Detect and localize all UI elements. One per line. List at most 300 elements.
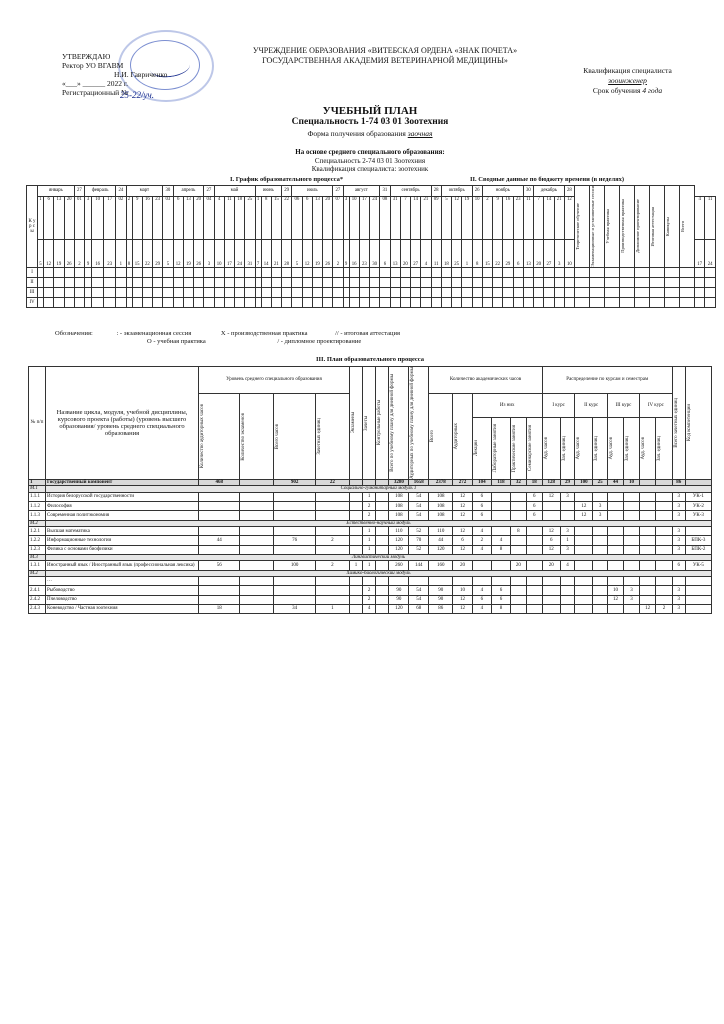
schedule-cell	[116, 267, 126, 277]
schedule-day: 08	[380, 196, 390, 239]
row-cell: 12	[575, 511, 593, 520]
schedule-cell	[85, 277, 92, 287]
schedule-cell	[183, 287, 193, 297]
schedule-day: 10	[349, 196, 359, 239]
schedule-cell	[323, 297, 333, 307]
schedule-cell	[665, 277, 680, 287]
row-num: 2.4.3	[29, 604, 46, 613]
qualification-block	[560, 66, 695, 96]
schedule-cell	[523, 287, 533, 297]
row-cell	[593, 561, 608, 570]
row-cell	[274, 493, 315, 502]
col-aud-plan: Аудиторных по учебному плану для дневной формы	[409, 367, 429, 480]
schedule-cell	[92, 277, 104, 287]
row-cell: 3	[560, 493, 575, 502]
budget-col-header: Производственная практика	[620, 186, 635, 268]
schedule-cell	[705, 277, 716, 287]
schedule-month: ноябрь	[482, 186, 523, 197]
schedule-day: 2	[74, 239, 84, 267]
row-cell: 4	[363, 604, 376, 613]
plan-row	[29, 586, 712, 595]
row-cell	[623, 511, 639, 520]
schedule-cell	[349, 277, 359, 287]
row-cell	[685, 586, 711, 595]
schedule-day: 2	[333, 239, 343, 267]
schedule-day: 4	[214, 196, 224, 239]
col-hours-total: Всего	[430, 430, 436, 443]
row-cell: 12	[453, 527, 472, 536]
plan-row	[29, 545, 712, 554]
row-cell	[199, 586, 240, 595]
row-cell: 3	[623, 586, 639, 595]
row-cell	[623, 561, 639, 570]
schedule-cell	[482, 277, 492, 287]
row-cell: 3	[593, 511, 608, 520]
row-cell	[510, 493, 526, 502]
schedule-day: 28	[282, 239, 292, 267]
row-name: Рыбоводство	[46, 586, 199, 595]
approval-title: УТВЕРЖДАЮ	[62, 52, 111, 61]
row-name: Лингвистический модуль	[46, 554, 712, 561]
row-cell	[510, 502, 526, 511]
row-cell	[685, 595, 711, 604]
schedule-day: 20	[534, 239, 544, 267]
row-cell	[575, 536, 593, 545]
row-cell	[376, 502, 389, 511]
schedule-cell	[302, 287, 312, 297]
row-cell	[526, 577, 542, 586]
basis-block	[220, 148, 520, 174]
row-cell: 12	[453, 545, 472, 554]
schedule-day: 16	[92, 239, 104, 267]
row-cell: 4	[472, 545, 491, 554]
schedule-cell	[142, 287, 152, 297]
schedule-cell	[245, 287, 255, 297]
schedule-day: 6	[513, 239, 523, 267]
schedule-cell	[323, 277, 333, 287]
schedule-day: 5	[292, 239, 302, 267]
schedule-cell	[271, 267, 281, 277]
row-cell	[560, 595, 575, 604]
row-num	[29, 577, 46, 586]
schedule-cell	[635, 297, 650, 307]
row-cell	[560, 604, 575, 613]
row-cell	[575, 561, 593, 570]
legend-item: // - итоговая аттестация	[335, 330, 400, 337]
schedule-cell	[695, 267, 705, 277]
schedule-cell	[590, 267, 605, 277]
schedule-month: 24	[116, 186, 126, 197]
schedule-cell	[431, 277, 441, 287]
schedule-grid	[26, 185, 716, 308]
row-cell: 1	[560, 536, 575, 545]
row-cell	[542, 502, 560, 511]
schedule-cell	[534, 277, 544, 287]
row-cell: 1	[363, 545, 376, 554]
schedule-month: сентябрь	[390, 186, 431, 197]
schedule-day: 16	[142, 196, 152, 239]
schedule-cell	[705, 267, 716, 277]
plan-row	[29, 479, 712, 486]
row-cell: 20	[542, 561, 560, 570]
schedule-day: 10	[564, 239, 574, 267]
schedule-day: 8	[261, 196, 271, 239]
col-y3-aud: Ауд. часов	[608, 437, 614, 460]
schedule-cell	[282, 267, 292, 277]
schedule-year-label: II	[27, 277, 38, 287]
row-cell	[240, 511, 274, 520]
schedule-day: 3	[204, 239, 214, 267]
schedule-cell	[74, 267, 84, 277]
schedule-cell	[261, 287, 271, 297]
plan-title: УЧЕБНЫЙ ПЛАН	[322, 105, 418, 117]
plan-row	[29, 595, 712, 604]
basis-title: На основе среднего специального образования:	[295, 148, 445, 156]
schedule-day: 19	[312, 239, 322, 267]
schedule-day: 16	[349, 239, 359, 267]
schedule-cell	[194, 287, 204, 297]
row-cell	[593, 577, 608, 586]
row-cell	[623, 493, 639, 502]
schedule-day: 3	[343, 196, 349, 239]
row-cell: 3	[672, 493, 685, 502]
col-total-plan: Всего по учебному плану для дневной формы	[389, 367, 409, 480]
row-cell: 144	[409, 561, 429, 570]
row-cell: 90	[389, 586, 409, 595]
row-cell	[575, 604, 593, 613]
row-name: Естественно-научный модуль	[46, 520, 712, 527]
row-cell	[376, 561, 389, 570]
schedule-day: 11	[431, 239, 441, 267]
row-cell	[593, 545, 608, 554]
schedule-day: 19	[54, 239, 64, 267]
row-name: Высшая математика	[46, 527, 199, 536]
row-cell	[240, 595, 274, 604]
col-y1-ze: Зач. единиц	[561, 435, 567, 461]
row-cell: 120	[429, 545, 453, 554]
budget-col-header: Каникулы	[665, 186, 680, 268]
row-num: 1.3.1	[29, 561, 46, 570]
col-transfer-total: Всего часов	[275, 423, 281, 450]
schedule-month: 27	[74, 186, 84, 197]
row-cell: 32	[510, 479, 526, 486]
approval-rector: Ректор УО ВГАВМ	[62, 61, 124, 70]
row-num: М.2	[29, 520, 46, 527]
row-cell: 44	[199, 536, 240, 545]
row-cell: 3	[593, 502, 608, 511]
row-cell: 3	[672, 545, 685, 554]
schedule-cell	[183, 297, 193, 307]
schedule-cell	[390, 267, 400, 277]
schedule-year-label: IV	[27, 297, 38, 307]
col-total-ze: Всего зачетных единиц	[672, 367, 685, 480]
schedule-day: 7	[400, 196, 410, 239]
schedule-month: 29	[282, 186, 292, 197]
schedule-cell	[695, 277, 705, 287]
schedule-cell	[214, 297, 224, 307]
row-cell	[315, 502, 349, 511]
row-num: 2.4.2	[29, 595, 46, 604]
plan-row	[29, 570, 712, 577]
schedule-month: октябрь	[441, 186, 472, 197]
schedule-cell	[380, 297, 390, 307]
schedule-cell	[665, 287, 680, 297]
row-cell: 120	[389, 545, 409, 554]
schedule-cell	[116, 297, 126, 307]
schedule-cell	[370, 277, 380, 287]
schedule-cell	[452, 287, 462, 297]
col-year4: IV курс	[640, 394, 673, 418]
row-cell	[575, 586, 593, 595]
row-cell	[240, 479, 274, 486]
schedule-cell	[282, 297, 292, 307]
schedule-cell	[359, 297, 369, 307]
col-year2: II курс	[575, 394, 608, 418]
schedule-day: 14	[411, 196, 421, 239]
budget-col-header: Теоретическое обучение	[575, 186, 590, 268]
row-cell	[199, 545, 240, 554]
col-labs: Лабораторные занятия	[493, 424, 499, 473]
plan-row	[29, 561, 712, 570]
schedule-cell	[554, 277, 564, 287]
row-cell: 3	[623, 595, 639, 604]
schedule-month: декабрь	[534, 186, 565, 197]
row-cell	[510, 595, 526, 604]
schedule-day: 14	[544, 196, 554, 239]
row-cell	[274, 527, 315, 536]
schedule-cell	[554, 297, 564, 307]
row-cell	[656, 577, 672, 586]
schedule-day: 6	[173, 196, 183, 239]
row-cell	[349, 502, 362, 511]
schedule-cell	[523, 277, 533, 287]
schedule-cell	[472, 297, 482, 307]
row-cell	[376, 604, 389, 613]
schedule-cell	[85, 297, 92, 307]
schedule-day: 8	[126, 239, 132, 267]
schedule-day: 13	[54, 196, 64, 239]
row-cell	[640, 511, 656, 520]
row-cell	[492, 561, 511, 570]
schedule-cell	[452, 277, 462, 287]
schedule-cell	[163, 277, 173, 287]
schedule-cell	[482, 297, 492, 307]
schedule-cell	[74, 297, 84, 307]
schedule-cell	[54, 277, 64, 287]
schedule-day: 17	[359, 196, 369, 239]
schedule-cell	[261, 297, 271, 307]
schedule-day: 12	[173, 239, 183, 267]
row-cell	[492, 577, 511, 586]
schedule-day: 24	[705, 239, 716, 267]
row-cell: 3	[672, 511, 685, 520]
plan-row	[29, 536, 712, 545]
plan-specialty: Специальность 1-74 03 01 Зоотехния	[291, 117, 449, 127]
schedule-day: 23	[513, 196, 523, 239]
row-cell	[593, 595, 608, 604]
row-cell: 8	[492, 545, 511, 554]
row-cell	[315, 511, 349, 520]
schedule-day: 4	[695, 196, 705, 239]
schedule-cell	[104, 267, 116, 277]
schedule-year-row	[27, 277, 716, 287]
schedule-cell	[54, 287, 64, 297]
row-cell: 1	[363, 493, 376, 502]
schedule-cell	[359, 267, 369, 277]
schedule-cell	[411, 277, 421, 287]
row-cell	[315, 586, 349, 595]
schedule-cell	[493, 287, 503, 297]
col-lectures: Лекции	[473, 440, 479, 457]
row-cell	[607, 527, 623, 536]
schedule-cell	[605, 277, 620, 287]
schedule-day: 8	[472, 239, 482, 267]
term-value: 4 года	[642, 86, 663, 95]
row-cell	[363, 577, 376, 586]
schedule-day: 25	[245, 196, 255, 239]
schedule-cell	[650, 277, 665, 287]
schedule-cell	[554, 267, 564, 277]
row-cell	[542, 577, 560, 586]
row-cell: 12	[453, 595, 472, 604]
schedule-cell	[411, 287, 421, 297]
row-cell: 8	[510, 527, 526, 536]
row-cell	[575, 595, 593, 604]
row-cell	[607, 493, 623, 502]
schedule-cell	[142, 277, 152, 287]
schedule-cell	[680, 267, 695, 277]
schedule-cell	[204, 297, 214, 307]
schedule-cell	[292, 277, 302, 287]
schedule-cell	[544, 287, 554, 297]
row-cell: БПК-3	[685, 536, 711, 545]
schedule-cell	[472, 287, 482, 297]
col-y2-aud: Ауд. часов	[576, 437, 582, 460]
row-name: История белорусской государственности	[46, 493, 199, 502]
schedule-cell	[292, 267, 302, 277]
row-cell: 4	[472, 586, 491, 595]
schedule-cell	[472, 277, 482, 287]
schedule-day: 12	[44, 239, 54, 267]
schedule-day: 23	[104, 239, 116, 267]
schedule-day: 1	[462, 239, 472, 267]
schedule-cell	[441, 297, 451, 307]
schedule-cell	[163, 267, 173, 277]
schedule-cell	[245, 267, 255, 277]
row-cell	[575, 577, 593, 586]
schedule-day: 9	[85, 239, 92, 267]
schedule-cell	[665, 297, 680, 307]
row-cell	[274, 502, 315, 511]
schedule-cell	[349, 297, 359, 307]
row-cell	[199, 527, 240, 536]
schedule-cell	[493, 267, 503, 277]
schedule-cell	[441, 277, 451, 287]
schedule-day: 30	[370, 239, 380, 267]
schedule-cell	[349, 287, 359, 297]
institution-line2: ГОСУДАРСТВЕННАЯ АКАДЕМИЯ ВЕТЕРИНАРНОЙ МЕДИЦИНЫ»	[262, 56, 508, 65]
plan-row	[29, 527, 712, 536]
schedule-month: 28	[564, 186, 574, 197]
schedule-day: 25	[452, 239, 462, 267]
schedule-month: февраль	[85, 186, 116, 197]
row-cell	[542, 511, 560, 520]
row-num: 1.2.3	[29, 545, 46, 554]
curriculum-table	[28, 366, 712, 614]
schedule-day: 15	[271, 196, 281, 239]
row-cell	[656, 545, 672, 554]
schedule-cell	[271, 287, 281, 297]
schedule-month: апрель	[173, 186, 204, 197]
row-cell: 104	[472, 479, 491, 486]
row-cell	[607, 536, 623, 545]
schedule-cell	[204, 267, 214, 277]
row-cell	[640, 561, 656, 570]
row-cell: 2	[472, 536, 491, 545]
schedule-cell	[261, 277, 271, 287]
row-cell: 100	[575, 479, 593, 486]
schedule-cell	[605, 267, 620, 277]
schedule-month: июнь	[255, 186, 282, 197]
schedule-cell	[116, 277, 126, 287]
schedule-cell	[462, 297, 472, 307]
row-cell	[199, 502, 240, 511]
row-cell	[593, 604, 608, 613]
row-cell: 1	[363, 561, 376, 570]
row-cell	[429, 577, 453, 586]
row-cell	[640, 493, 656, 502]
schedule-cell	[74, 287, 84, 297]
schedule-cell	[271, 297, 281, 307]
schedule-cell	[695, 287, 705, 297]
schedule-cell	[359, 277, 369, 287]
row-cell: 2	[315, 536, 349, 545]
row-cell: 4	[492, 536, 511, 545]
basis-line1: Специальность 2-74 03 01 Зоотехния	[314, 156, 426, 165]
row-cell	[389, 577, 409, 586]
schedule-cell	[431, 287, 441, 297]
row-num: М.2	[29, 570, 46, 577]
schedule-year-label: I	[27, 267, 38, 277]
schedule-cell	[534, 297, 544, 307]
schedule-cell	[92, 297, 104, 307]
row-num: 1.2.2	[29, 536, 46, 545]
row-cell: 2	[315, 561, 349, 570]
row-cell	[510, 577, 526, 586]
schedule-cell	[493, 297, 503, 307]
schedule-cell	[431, 297, 441, 307]
schedule-cell	[85, 267, 92, 277]
schedule-day: 9	[343, 239, 349, 267]
row-cell	[363, 479, 376, 486]
legend-item: / - дипломное проектирование	[277, 338, 362, 345]
row-cell	[560, 577, 575, 586]
col-transfer-ze: Зачетных единиц	[316, 418, 322, 455]
row-cell: 10	[623, 479, 639, 486]
schedule-cell	[620, 297, 635, 307]
row-cell	[349, 545, 362, 554]
row-cell: 12	[607, 595, 623, 604]
row-cell	[240, 561, 274, 570]
schedule-cell	[390, 287, 400, 297]
schedule-day: 12	[302, 239, 312, 267]
row-cell	[199, 595, 240, 604]
schedule-day: 6	[44, 196, 54, 239]
schedule-cell	[194, 267, 204, 277]
col-y1-aud: Ауд. часов	[543, 437, 549, 460]
schedule-cell	[92, 287, 104, 297]
row-cell: 108	[429, 493, 453, 502]
